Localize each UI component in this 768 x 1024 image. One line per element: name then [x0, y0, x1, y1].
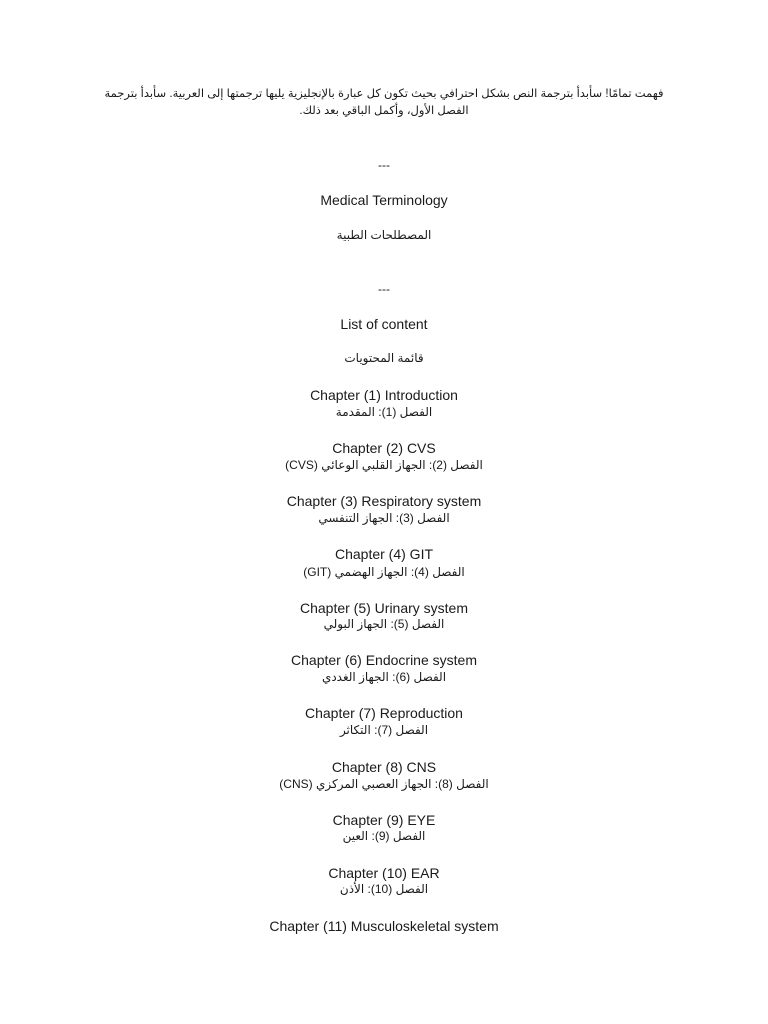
chapter-title-en: Chapter (9) EYE — [332, 812, 436, 828]
separator-2: --- — [378, 282, 390, 296]
chapter-title-en: Chapter (5) Urinary system — [299, 600, 469, 616]
chapter-title-ar: الفصل (5): الجهاز البولي — [323, 617, 445, 631]
chapter-title-ar: الفصل (9): العين — [342, 829, 426, 843]
chapter-title-en: Chapter (4) GIT — [334, 546, 434, 562]
document-title-en: Medical Terminology — [320, 192, 448, 208]
chapter-title-en: Chapter (11) Musculoskeletal system — [269, 918, 499, 934]
chapter-title-en: Chapter (1) Introduction — [310, 387, 458, 403]
chapter-title-ar: الفصل (8): الجهاز العصبي المركزي (CNS) — [279, 777, 489, 791]
chapter-title-en: Chapter (6) Endocrine system — [291, 652, 477, 668]
chapter-title-ar: الفصل (6): الجهاز الغددي — [321, 670, 447, 684]
separator-1: --- — [378, 158, 390, 172]
document-title-ar: المصطلحات الطبية — [336, 228, 432, 242]
toc-heading-ar: قائمة المحتويات — [344, 351, 424, 365]
chapter-title-ar: الفصل (1): المقدمة — [335, 405, 433, 419]
intro-note: فهمت تمامًا! سأبدأ بترجمة النص بشكل احترافي بحيث تكون كل عبارة بالإنجليزية يليها ترجمتها إلى العربية. سأبدأ بترجمة الفصل الأول، وأكمل الباقي بعد ذلك. — [104, 88, 664, 117]
chapter-title-ar: الفصل (7): التكاثر — [339, 723, 429, 737]
chapter-title-ar: الفصل (3): الجهاز التنفسي — [318, 511, 450, 525]
toc-heading-en: List of content — [340, 316, 428, 332]
chapter-title-ar: الفصل (10): الأذن — [339, 882, 429, 896]
chapter-title-en: Chapter (8) CNS — [331, 759, 437, 775]
chapter-title-ar: الفصل (4): الجهاز الهضمي (GIT) — [303, 565, 465, 579]
chapter-title-en: Chapter (10) EAR — [328, 865, 440, 881]
chapter-title-en: Chapter (7) Reproduction — [305, 705, 463, 721]
chapter-title-en: Chapter (3) Respiratory system — [286, 493, 482, 509]
chapter-title-ar: الفصل (2): الجهاز القلبي الوعائي (CVS) — [285, 458, 483, 472]
chapter-title-en: Chapter (2) CVS — [332, 440, 436, 456]
